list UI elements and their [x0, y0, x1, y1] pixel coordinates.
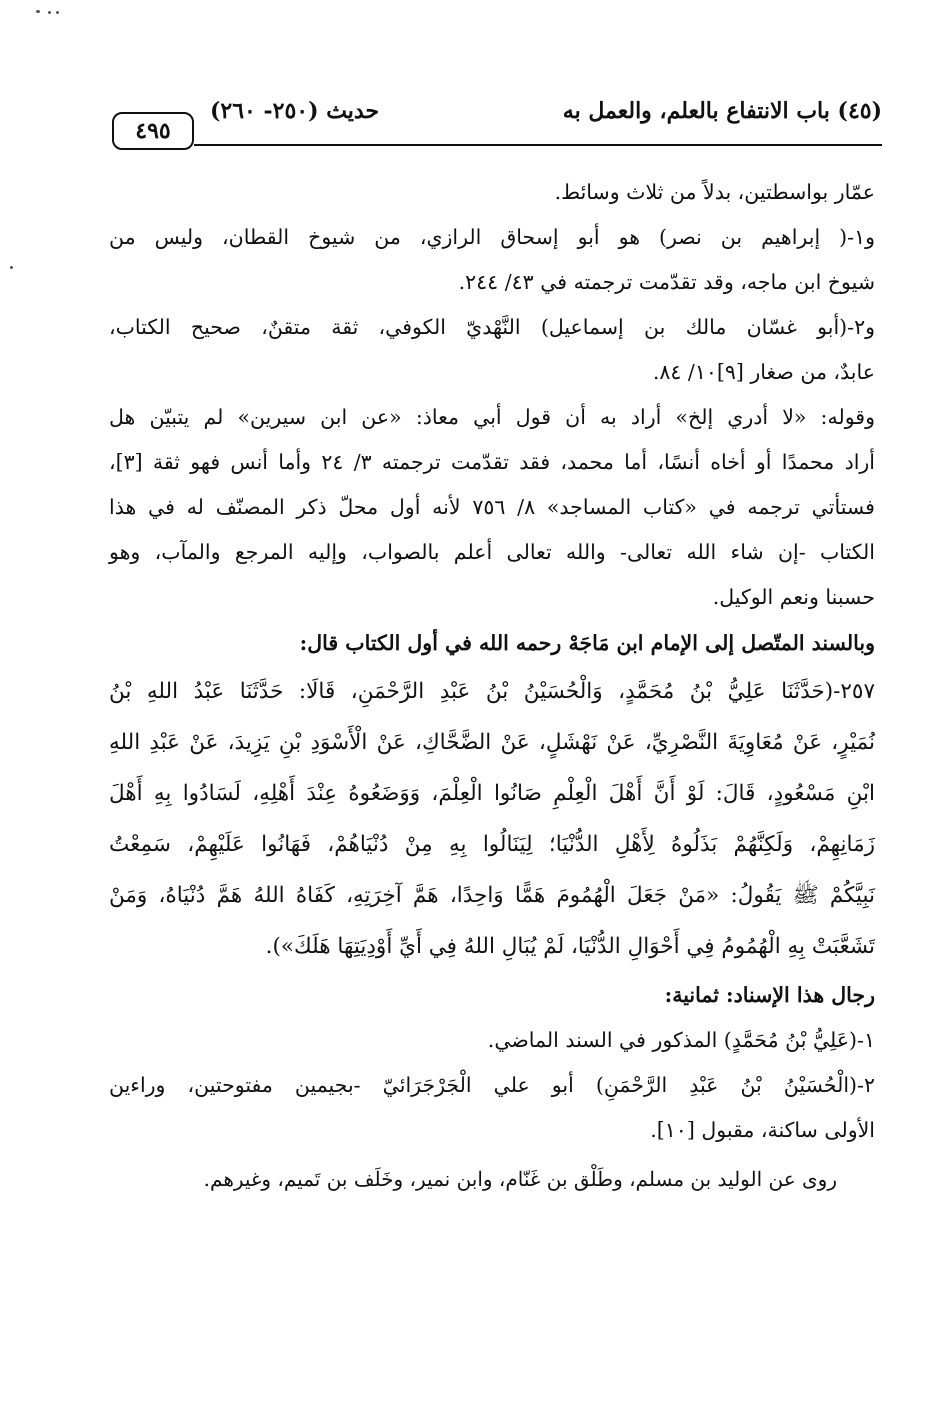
text-line: عابدٌ، من صغار [٩]١٠/ ٨٤. [652, 360, 875, 384]
hadith-257 [109, 666, 875, 972]
commentary-block-1 [109, 170, 875, 215]
hadith-range: حديث (٢٥٠- ٢٦٠) [210, 98, 380, 124]
text-line: وقوله: «لا أدري إلخ» أراد به أن قول أبي معاذ: «عن ابن سيرين» لم يتبيّن هل [109, 405, 875, 429]
hadith-line: نُمَيْرٍ، عَنْ مُعَاوِيَةَ النَّصْرِيِّ، عَنْ نَهْشَلٍ، عَنْ الضَّحَّاكِ، عَنْ الْأَسْوَدِ بْنِ يَزِيدَ، عَنْ عَبْدِ اللهِ [109, 730, 875, 755]
text-line: فستأتي ترجمه في «كتاب المساجد» ٨/ ٧٥٦ لأنه أول محلّ ذكر المصنّف له في هذا [109, 495, 875, 519]
text-line: شيوخ ابن ماجه، وقد تقدّمت ترجمته في ٤٣/ ٢٤٤. [458, 270, 875, 294]
text-line: أراد محمدًا أو أخاه أنسًا، أما محمد، فقد تقدّمت ترجمته ٣/ ٢٤ وأما أنس فهو ثقة [٣]، [109, 450, 875, 474]
scan-speck [48, 11, 51, 14]
text-line: عمّار بواسطتين، بدلاً من ثلاث وسائط. [554, 180, 875, 204]
scan-speck [56, 11, 59, 14]
page-body [109, 170, 875, 1201]
text-line: الأولى ساكنة، مقبول [١٠]. [650, 1118, 875, 1142]
narrator-note-husayn [109, 1063, 875, 1201]
hadith-line: زَمَانِهِمْ، وَلَكِنَّهُمْ بَذَلُوهُ لِأَهْلِ الدُّنْيَا؛ لِيَنَالُوا بِهِ مِنْ دُنْيَاهُمْ، فَهَانُوا عَلَيْهِمْ، سَمِعْتُ [109, 832, 875, 857]
header-rule [194, 144, 882, 146]
hadith-line: ابْنِ مَسْعُودٍ، قَالَ: لَوْ أَنَّ أَهْلَ الْعِلْمِ صَانُوا الْعِلْمَ، وَوَضَعُوهُ عِنْدَ أَهْلِهِ، لَسَادُوا بِهِ أَهْلَ [109, 781, 875, 806]
scan-speck [36, 10, 40, 13]
text-line: حسبنا ونعم الوكيل. [712, 585, 875, 609]
narrator-note-ali [109, 1018, 875, 1063]
text-line: ٢-(الْحُسَيْنُ بْنُ عَبْدِ الرَّحْمَنِ) أبو علي الْجَرْجَرَائيّ -بجيمين مفتوحتين، وراءين [109, 1073, 875, 1097]
text-line: و٢-(أبو غسّان مالك بن إسماعيل) النَّهْديّ الكوفي، ثقة متقنٌ، صحيح الكتاب، [109, 315, 875, 339]
isnad-heading: رجال هذا الإسناد: ثمانية: [664, 983, 875, 1007]
page-number: ٤٩٥ [112, 112, 194, 150]
chapter-title: (٤٥) باب الانتفاع بالعلم، والعمل به [562, 98, 882, 124]
narrator-note-abu-ghassan [109, 305, 875, 395]
hadith-line: نَبِيَّكُمْ ﷺ يَقُولُ: «مَنْ جَعَلَ الْهُمُومَ هَمًّا وَاحِدًا، هَمَّ آخِرَتِهِ، كَفَاهُ اللهُ هَمَّ دُنْيَاهُ، وَمَنْ [109, 883, 875, 908]
text-line: و١-( إبراهيم بن نصر) هو أبو إسحاق الرازي، من شيوخ القطان، وليس من [109, 225, 875, 249]
narrator-note-ibrahim [109, 215, 875, 305]
text-line: روى عن الوليد بن مسلم، وطَلْق بن غَنّام، وابن نمير، وخَلَف بن تَميم، وغيرهم. [203, 1167, 837, 1191]
text-line: الكتاب -إن شاء الله تعالى- والله تعالى أعلم بالصواب، وإليه المرجع والمآب، وهو [109, 540, 875, 564]
hadith-line: ٢٥٧-(حَدَّثَنَا عَلِيُّ بْنُ مُحَمَّدٍ، وَالْحُسَيْنُ بْنُ عَبْدِ الرَّحْمَنِ، قَالَا: حَدَّثَنَا عَبْدُ اللهِ بْنُ [109, 679, 875, 704]
hadith-line: تَشَعَّبَتْ بِهِ الْهُمُومُ فِي أَحْوَالِ الدُّنْيَا، لَمْ يُبَالِ اللهُ فِي أَيِّ أَوْدِيَتِهَا هَلَكَ»). [265, 934, 875, 959]
scan-speck [10, 266, 13, 269]
chain-heading: وبالسند المتّصل إلى الإمام ابن مَاجَهْ رحمه الله في أول الكتاب قال: [299, 631, 875, 655]
page-header [112, 92, 882, 150]
text-line: ١-(عَلِيُّ بْنُ مُحَمَّدٍ) المذكور في السند الماضي. [487, 1028, 875, 1052]
commentary-block-2 [109, 395, 875, 620]
